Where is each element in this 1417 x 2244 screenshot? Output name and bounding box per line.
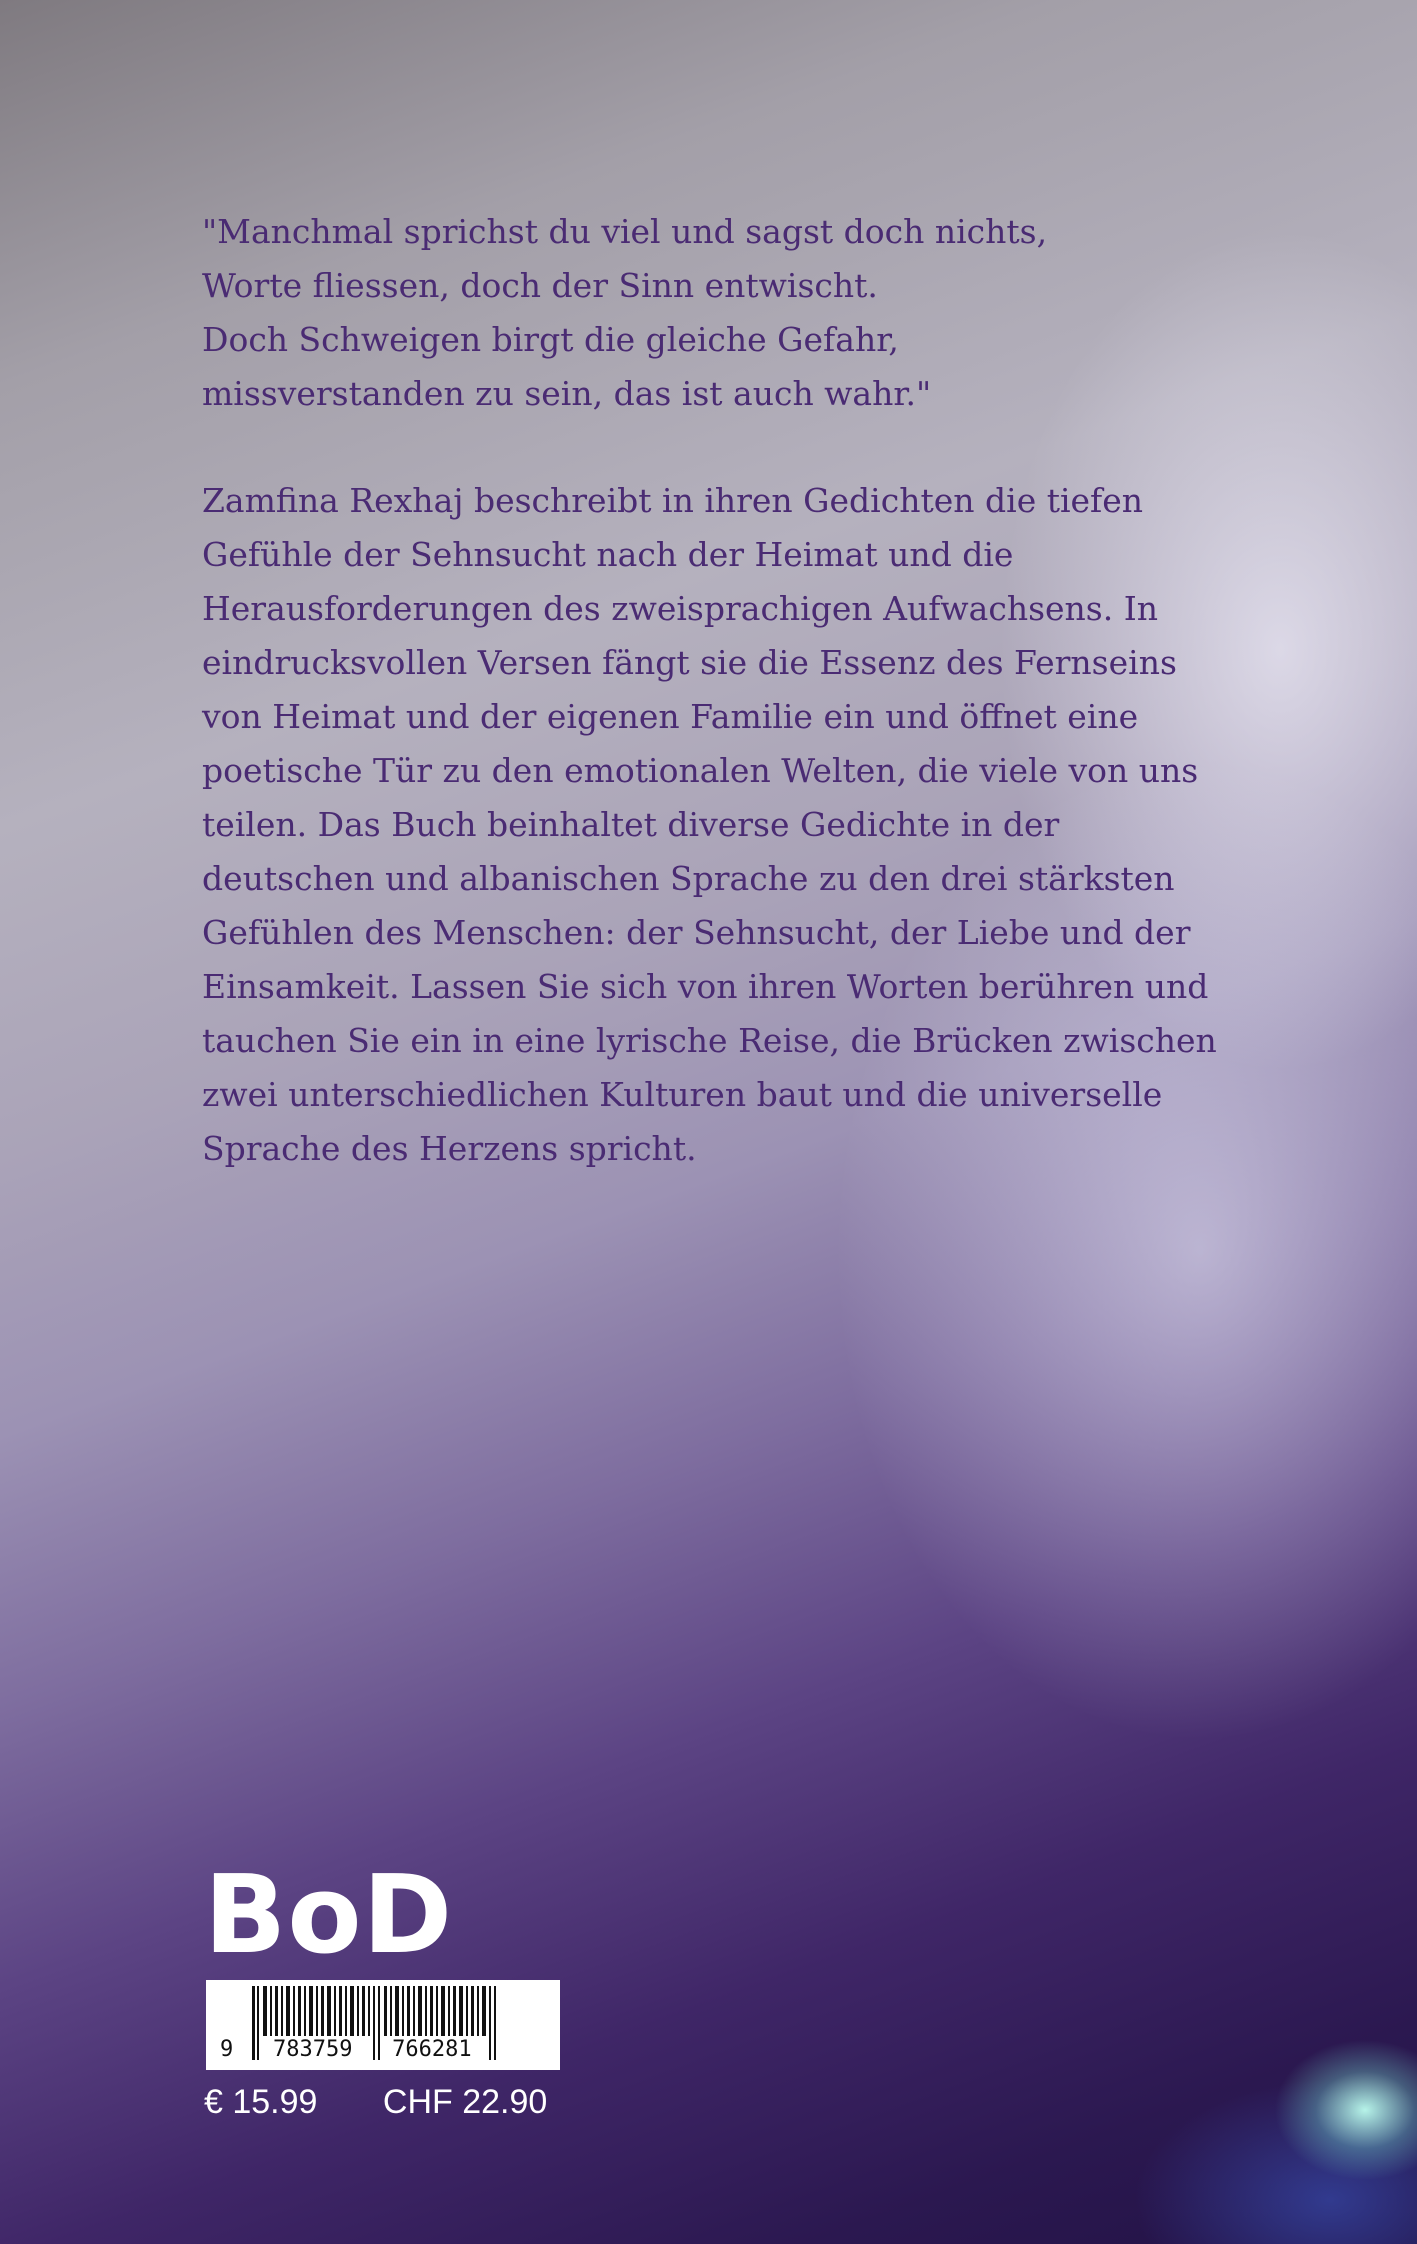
isbn-digits: 9 783759 766281 [220,2037,472,2062]
description-line: Gefühlen des Menschen: der Sehnsucht, der Liebe und der [202,913,1191,952]
quote-line: missverstanden zu sein, das ist auch wahr." [202,374,932,413]
description-line: Herausforderungen des zweisprachigen Aufwachsens. In [202,589,1159,628]
description-line: Einsamkeit. Lassen Sie sich von ihren Worten berühren und [202,967,1209,1006]
description-line: eindrucksvollen Versen fängt sie die Essenz des Fernseins [202,643,1177,682]
price-row [204,2080,547,2124]
description-line: Sprache des Herzens spricht. [202,1129,697,1168]
price-chf: CHF 22.90 [382,2083,548,2121]
description-line: von Heimat und der eigenen Familie ein und öffnet eine [202,697,1139,736]
book-description [202,474,1252,1176]
description-line: tauchen Sie ein in eine lyrische Reise, die Brücken zwischen [202,1021,1217,1060]
quote-line: Doch Schweigen birgt die gleiche Gefahr, [202,320,899,359]
description-line: poetische Tür zu den emotionalen Welten, die viele von uns [202,751,1199,790]
quote-line: "Manchmal sprichst du viel und sagst doch nichts, [202,212,1048,251]
publisher-logo: BoD [204,1853,454,1978]
price-eur: € 15.99 [204,2083,318,2121]
description-line: teilen. Das Buch beinhaltet diverse Gedichte in der [202,805,1060,844]
isbn-barcode [206,1980,560,2070]
description-line: Gefühle der Sehnsucht nach der Heimat und die [202,535,1014,574]
description-line: zwei unterschiedlichen Kulturen baut und die universelle [202,1075,1163,1114]
description-line: Zamfina Rexhaj beschreibt in ihren Gedichten die tiefen [202,481,1144,520]
description-line: deutschen und albanischen Sprache zu den drei stärksten [202,859,1175,898]
quote-line: Worte fliessen, doch der Sinn entwischt. [202,266,878,305]
poem-quote [202,205,1252,421]
